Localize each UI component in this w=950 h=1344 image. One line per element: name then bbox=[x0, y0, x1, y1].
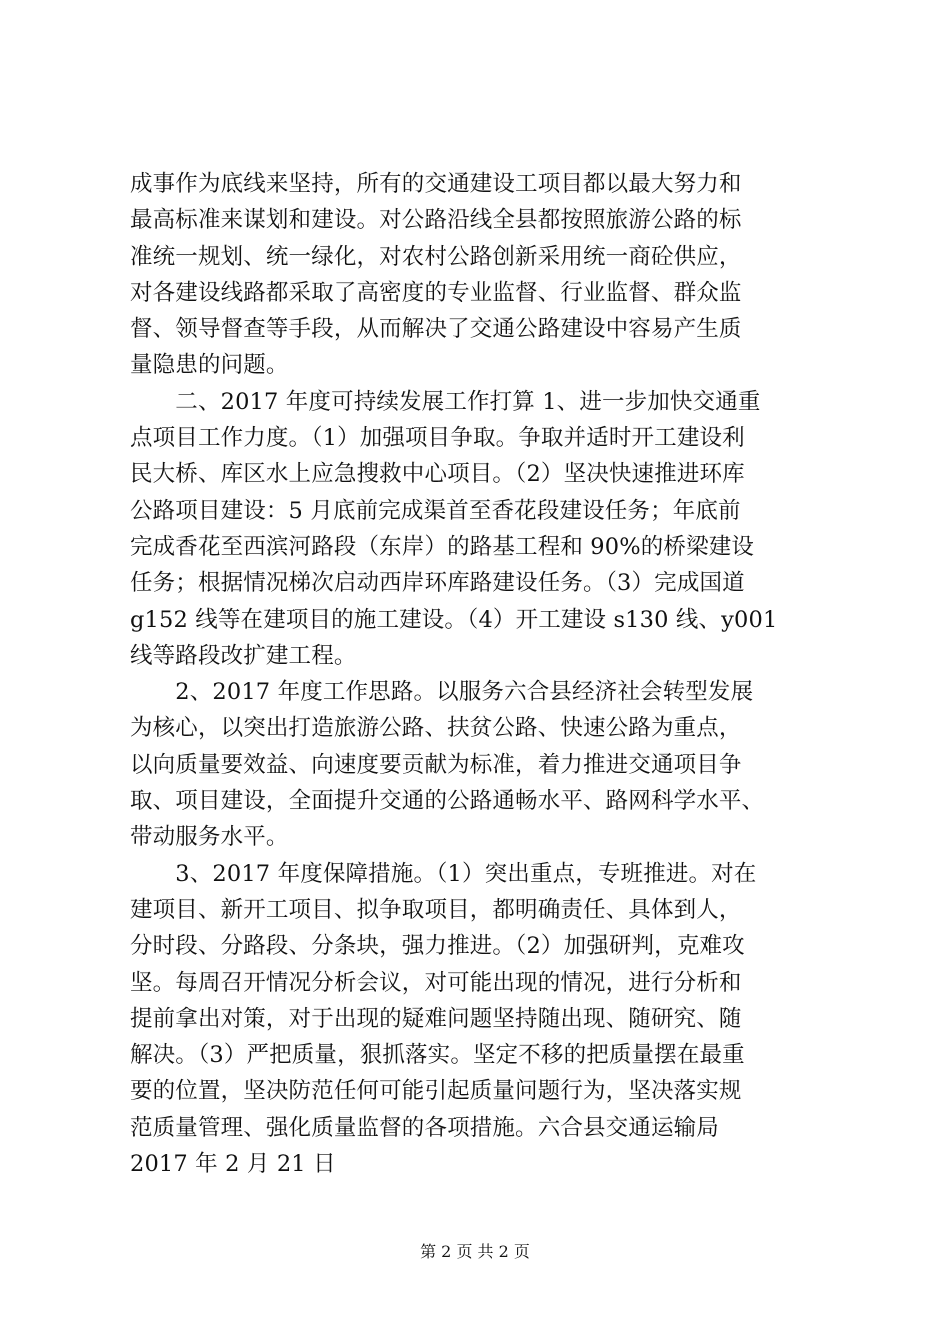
text-line: 以向质量要效益、向速度要贡献为标准，着力推进交通项目争 bbox=[130, 751, 742, 778]
text-line: 公路项目建设：5 月底前完成渠首至香花段建设任务；年底前 bbox=[130, 497, 741, 524]
text-line: 范质量管理、强化质量监督的各项措施。六合县交通运输局 bbox=[130, 1114, 719, 1141]
text-line: 准统一规划、统一绿化，对农村公路创新采用统一商砼供应， bbox=[130, 243, 742, 270]
text-line: 坚。每周召开情况分析会议，对可能出现的情况，进行分析和 bbox=[130, 969, 742, 996]
text-line: 3、2017 年度保障措施。（1）突出重点，专班推进。对在 bbox=[130, 860, 757, 887]
text-line: 提前拿出对策，对于出现的疑难问题坚持随出现、随研究、随 bbox=[130, 1005, 742, 1032]
text-line: 带动服务水平。 bbox=[130, 824, 289, 851]
text-line: 量隐患的问题。 bbox=[130, 352, 289, 379]
text-line: 建项目、新开工项目、拟争取项目，都明确责任、具体到人， bbox=[130, 896, 742, 923]
text-line: 要的位置，坚决防范任何可能引起质量问题行为，坚决落实规 bbox=[130, 1078, 742, 1105]
text-line: 最高标准来谋划和建设。对公路沿线全县都按照旅游公路的标 bbox=[130, 207, 742, 234]
text-line: 线等路段改扩建工程。 bbox=[130, 642, 357, 669]
document-body bbox=[130, 166, 830, 1182]
text-line: 二、2017 年度可持续发展工作打算 1、进一步加快交通重 bbox=[130, 388, 761, 415]
text-line: 分时段、分路段、分条块，强力推进。（2）加强研判，克难攻 bbox=[130, 933, 745, 960]
text-line: 完成香花至西滨河路段（东岸）的路基工程和 90%的桥梁建设 bbox=[130, 533, 755, 560]
text-line: g152 线等在建项目的施工建设。（4）开工建设 s130 线、y001 bbox=[130, 606, 778, 633]
text-line: 民大桥、库区水上应急搜救中心项目。（2）坚决快速推进环库 bbox=[130, 461, 745, 488]
text-line: 为核心，以突出打造旅游公路、扶贫公路、快速公路为重点， bbox=[130, 715, 742, 742]
text-line: 2、2017 年度工作思路。以服务六合县经济社会转型发展 bbox=[130, 679, 754, 706]
text-line: 2017 年 2 月 21 日 bbox=[130, 1151, 336, 1178]
page-number-footer: 第 2 页 共 2 页 bbox=[420, 1242, 530, 1261]
text-line: 成事作为底线来坚持，所有的交通建设工项目都以最大努力和 bbox=[130, 171, 742, 197]
text-line: 督、领导督查等手段，从而解决了交通公路建设中容易产生质 bbox=[130, 316, 742, 343]
text-line: 任务；根据情况梯次启动西岸环库路建设任务。（3）完成国道 bbox=[130, 570, 745, 597]
text-line: 对各建设线路都采取了高密度的专业监督、行业监督、群众监 bbox=[130, 279, 742, 306]
text-line: 点项目工作力度。（1）加强项目争取。争取并适时开工建设利 bbox=[130, 425, 745, 452]
text-line: 取、项目建设，全面提升交通的公路通畅水平、路网科学水平、 bbox=[130, 788, 765, 815]
text-line: 解决。（3）严把质量，狠抓落实。坚定不移的把质量摆在最重 bbox=[130, 1042, 745, 1069]
